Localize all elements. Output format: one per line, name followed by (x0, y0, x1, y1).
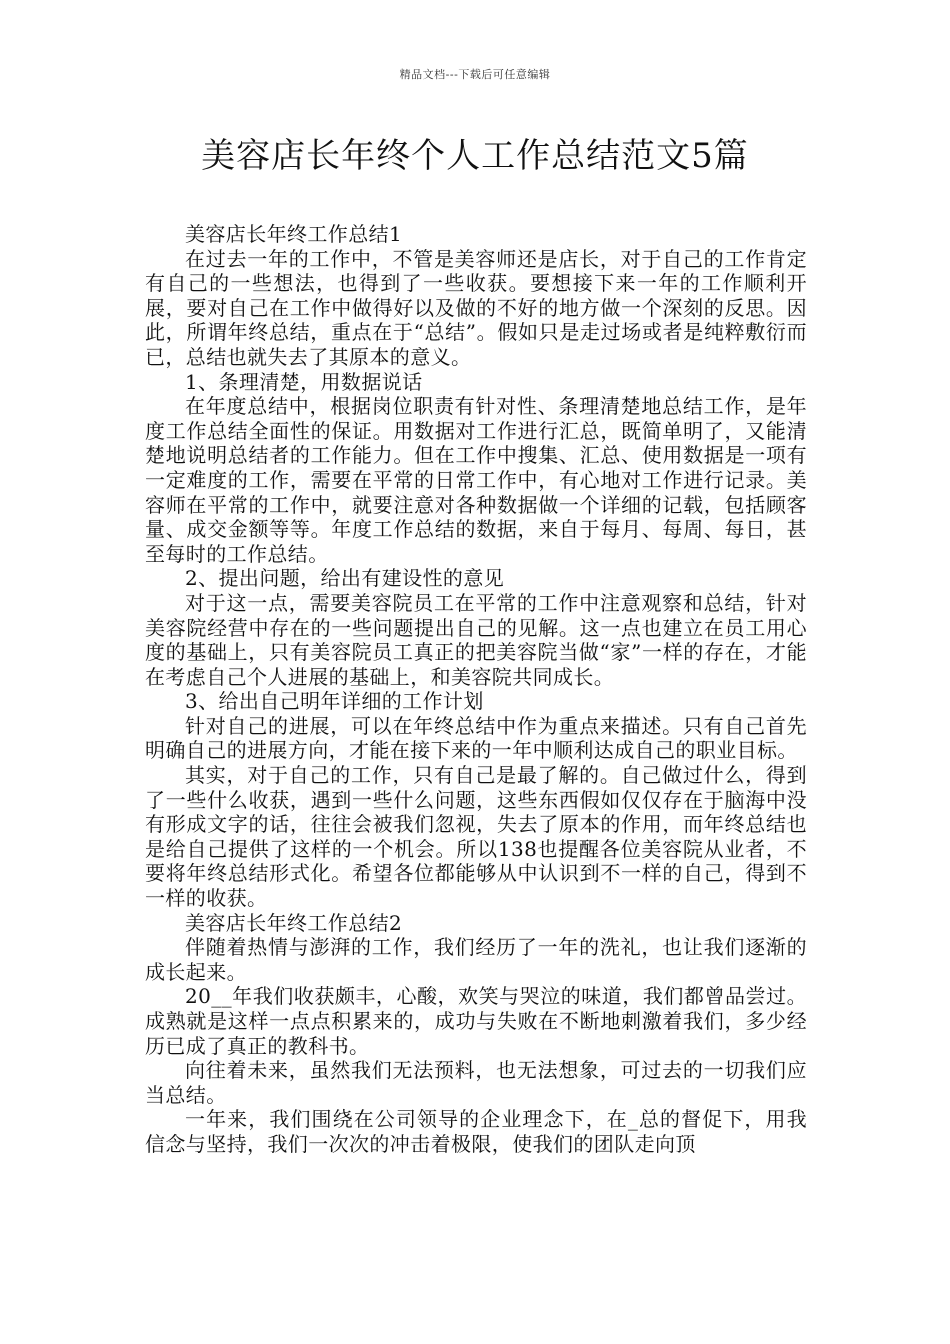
document-title: 美容店长年终个人工作总结范文5篇 (201, 136, 749, 176)
section-heading-2: 美容店长年终工作总结2 (185, 910, 403, 935)
section-heading-1: 美容店长年终工作总结1 (185, 222, 403, 246)
paragraph: 对于这一点，需要美容院员工在平常的工作中注意观察和总结，针对美容院经营中存在的一些问题提出自己的见解。这一点也建立在员工用心度的基础上，只有美容院员工真正的把美容院当做“家”一样的存在，才能在考虑自己个人进展的基础上，和美容院共同成长。 (145, 590, 807, 689)
paragraph: 一年来，我们围绕在公司领导的企业理念下，在_总的督促下，用我信念与坚持，我们一次次的冲击着极限，使我们的团队走向顶 (145, 1107, 807, 1156)
document-body (145, 222, 807, 1157)
subheading-1: 1、条理清楚，用数据说话 (185, 369, 423, 394)
paragraph: 伴随着热情与澎湃的工作，我们经历了一年的洗礼，也让我们逐渐的成长起来。 (145, 935, 807, 984)
paragraph: 在过去一年的工作中，不管是美容师还是店长，对于自己的工作肯定有自己的一些想法，也得到了一些收获。要想接下来一年的工作顺利开展，要对自己在工作中做得好以及做的不好的地方做一个深刻的反思。因此，所谓年终总结，重点在于“总结”。假如只是走过场或者是纯粹敷衍而已，总结也就失去了其原本的意义。 (145, 246, 807, 369)
subheading-3: 3、给出自己明年详细的工作计划 (185, 689, 484, 714)
subheading-2: 2、提出问题，给出有建设性的意见 (185, 566, 505, 591)
page-header: 精品文档---下载后可任意编辑 (399, 68, 551, 81)
paragraph: 在年度总结中，根据岗位职责有针对性、条理清楚地总结工作，是年度工作总结全面性的保证。用数据对工作进行汇总，既简单明了，又能清楚地说明总结者的工作能力。但在工作中搜集、汇总、使用数据是一项有一定难度的工作，需要在平常的日常工作中，有心地对工作进行记录。美容师在平常的工作中，就要注意对各种数据做一个详细的记载，包括顾客量、成交金额等等。年度工作总结的数据，来自于每月、每周、每日，甚至每时的工作总结。 (145, 394, 807, 566)
paragraph: 针对自己的进展，可以在年终总结中作为重点来描述。只有自己首先明确自己的进展方向，才能在接下来的一年中顺利达成自己的职业目标。 (145, 713, 807, 763)
paragraph: 向往着未来，虽然我们无法预料，也无法想象，可过去的一切我们应当总结。 (145, 1058, 807, 1107)
paragraph: 20__年我们收获颇丰，心酸，欢笑与哭泣的味道，我们都曾品尝过。成熟就是这样一点点积累来的，成功与失败在不断地刺激着我们，多少经历已成了真正的教科书。 (145, 984, 807, 1058)
paragraph: 其实，对于自己的工作，只有自己是最了解的。自己做过什么，得到了一些什么收获，遇到一些什么问题，这些东西假如仅仅存在于脑海中没有形成文字的话，往往会被我们忽视，失去了原本的作用，而年终总结也是给自己提供了这样的一个机会。所以138也提醒各位美容院从业者，不要将年终总结形式化。希望各位都能够从中认识到不一样的自己，得到不一样的收获。 (145, 763, 807, 911)
